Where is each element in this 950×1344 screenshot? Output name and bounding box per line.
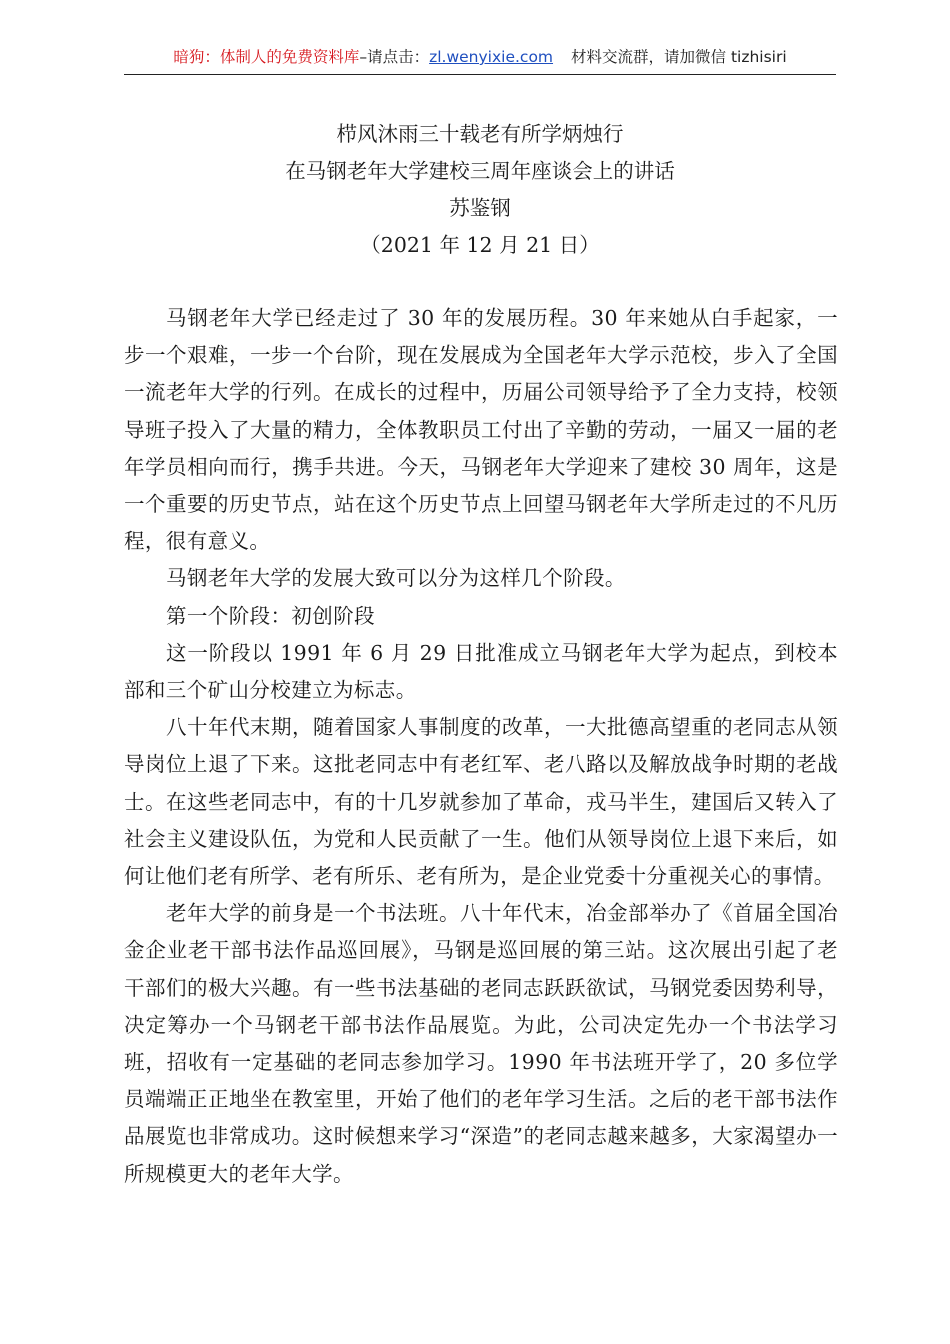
page-header	[124, 44, 836, 75]
main-title: 栉风沐雨三十载老有所学炳烛行	[336, 122, 624, 146]
paragraph: 马钢老年大学已经走过了 30 年的发展历程。30 年来她从白手起家，一步一个艰难，一步一个台阶，现在发展成为全国老年大学示范校，步入了全国一流老年大学的行列。在成长的过程中，历届公司领导给予了全力支持，校领导班子投入了大量的精力，全体教职员工付出了辛勤的劳动，一届又一届的老年学员相向而行，携手共进。今天，马钢老年大学迎来了建校 30 周年，这是一个重要的历史节点，站在这个历史节点上回望马钢老年大学所走过的不凡历程，很有意义。	[124, 306, 838, 554]
sub-title: 在马钢老年大学建校三周年座谈会上的讲话	[285, 159, 675, 183]
header-note: 材料交流群，请加微信 tizhisiri	[571, 48, 787, 66]
paragraph: 八十年代末期，随着国家人事制度的改革，一大批德高望重的老同志从领导岗位上退了下来。这批老同志中有老红军、老八路以及解放战争时期的老战士。在这些老同志中，有的十几岁就参加了革命，戎马半生，建国后又转入了社会主义建设队伍，为党和人民贡献了一生。他们从领导岗位上退下来后，如何让他们老有所学、老有所乐、老有所为，是企业党委十分重视关心的事情。	[124, 715, 838, 889]
header-site-name: 暗狗：体制人的免费资料库	[173, 48, 360, 66]
paragraph: 这一阶段以 1991 年 6 月 29 日批准成立马钢老年大学为起点，到校本部和三个矿山分校建立为标志。	[124, 640, 838, 703]
author: 苏鉴钢	[449, 196, 511, 220]
speech-date: （2021 年 12 月 21 日）	[360, 233, 600, 257]
section-heading: 第一个阶段：初创阶段	[166, 603, 375, 628]
document-body	[124, 300, 838, 1193]
document-title-block	[124, 116, 836, 264]
header-link[interactable]: zl.wenyixie.com	[429, 48, 554, 66]
paragraph: 马钢老年大学的发展大致可以分为这样几个阶段。	[166, 566, 626, 591]
header-prompt: –请点击：	[359, 48, 430, 66]
paragraph: 老年大学的前身是一个书法班。八十年代末，冶金部举办了《首届全国冶金企业老干部书法作品巡回展》，马钢是巡回展的第三站。这次展出引起了老干部们的极大兴趣。有一些书法基础的老同志跃跃欲试，马钢党委因势利导，决定筹办一个马钢老干部书法作品展览。为此，公司决定先办一个书法学习班，招收有一定基础的老同志参加学习。1990 年书法班开学了，20 多位学员端端正正地坐在教室里，开始了他们的老年学习生活。之后的老干部书法作品展览也非常成功。这时候想来学习“深造”的老同志越来越多，大家渴望办一所规模更大的老年大学。	[124, 901, 838, 1186]
